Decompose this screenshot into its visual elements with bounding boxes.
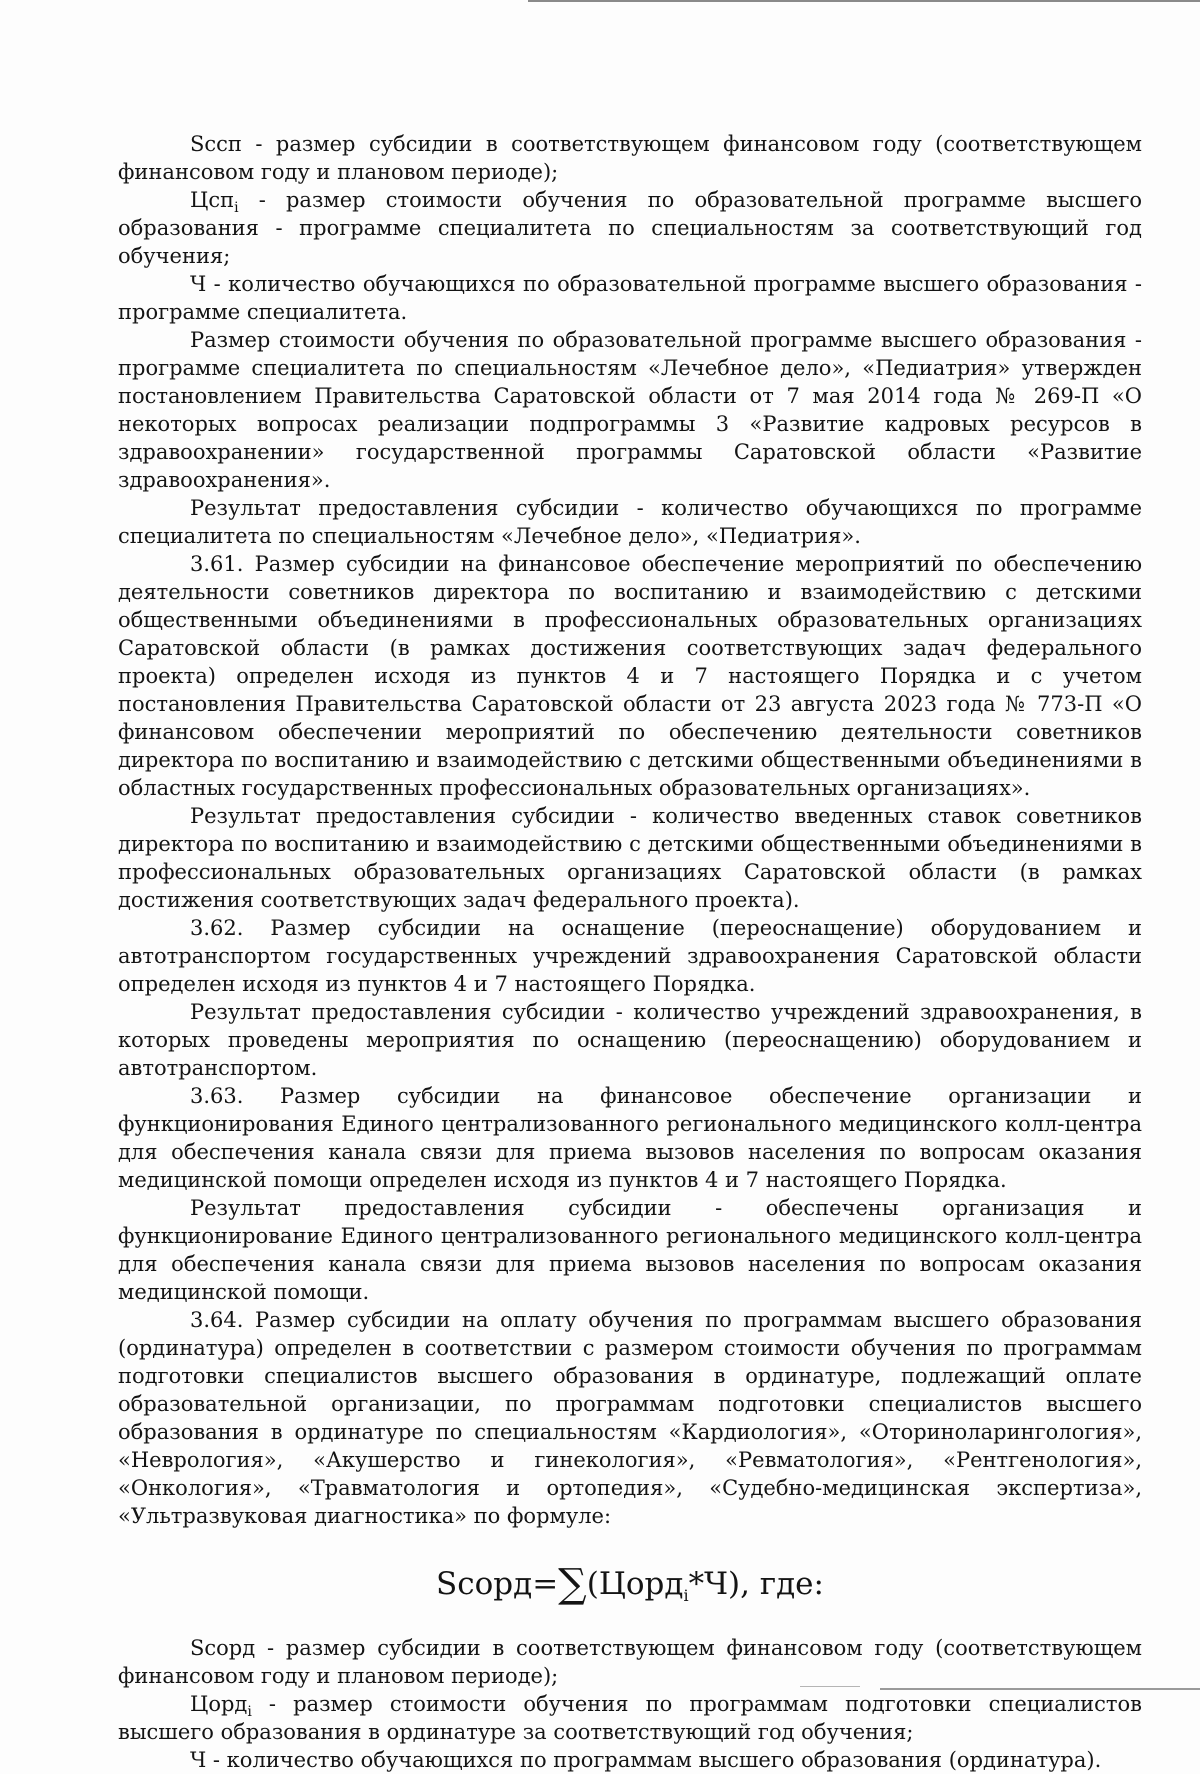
paragraph: Результат предоставления субсидии - обеспечены организация и функционирование Единого централизованного регионального медицинского колл-центра для обеспечения канала связи для приема вызовов населения по вопросам оказания медицинской помощи. <box>118 1196 1142 1304</box>
paragraph: Результат предоставления субсидии - количество учреждений здравоохранения, в которых проведены мероприятия по оснащению (переоснащению) оборудованием и автотранспортом. <box>118 1000 1142 1080</box>
subscript: i <box>234 200 239 217</box>
scan-edge-bottom <box>880 1688 1200 1690</box>
formula <box>118 1561 1142 1607</box>
paragraph: Ч - количество обучающихся по образовательной программе высшего образования - программе специалитета. <box>118 272 1142 324</box>
paragraph: Результат предоставления субсидии - количество введенных ставок советников директора по воспитанию и взаимодействию с детскими общественными объединениями в профессиональных образовательных организациях Саратовской области (в рамках достижения соответствующих задач федерального проекта). <box>118 804 1142 912</box>
formula-rest: *Ч), где: <box>688 1566 824 1602</box>
scan-mark <box>800 1686 860 1687</box>
paragraph: Ч - количество обучающихся по программам высшего образования (ординатура). <box>190 1748 1102 1772</box>
paragraph-section-3-62: 3.62. Размер субсидии на оснащение (переоснащение) оборудованием и автотранспортом государственных учреждений здравоохранения Саратовской области определен исходя из пунктов 4 и 7 настоящего Порядка. <box>118 916 1142 996</box>
paragraph: Цсп$_i$ - размер стоимости обучения по образовательной программе высшего образования - программе специалитета по специальностям за соответствующий год обучения; <box>118 188 1142 268</box>
paragraph-section-3-61: 3.61. Размер субсидии на финансовое обеспечение мероприятий по обеспечению деятельности советников директора по воспитанию и взаимодействию с детскими общественными объединениями в профессиональных образовательных организациях Саратовской области (в рамках достижения соответствующих задач федерального проекта) определен исходя из пунктов 4 и 7 настоящего Порядка и с учетом постановления Правительства Саратовской области от 23 августа 2023 года № 773-П «О финансовом обеспечении мероприятий по обеспечению деятельности советников директора по воспитанию и взаимодействию с детскими общественными объединениями в областных государственных профессиональных образовательных организациях». <box>118 552 1142 800</box>
paragraph: Sсcп - размер субсидии в соответствующем финансовом году (соответствующем финансовом году и плановом периоде); <box>118 132 1142 184</box>
scan-edge-top <box>528 0 1200 2</box>
subscript: i <box>247 1704 252 1721</box>
sum-symbol: ∑ <box>558 1561 587 1607</box>
formula-lhs: Sсорд= <box>436 1566 559 1602</box>
paragraph-section-3-64: 3.64. Размер субсидии на оплату обучения по программам высшего образования (ординатура) определен в соответствии с размером стоимости обучения по программам подготовки специалистов высшего образования в ординатуре, подлежащий оплате образовательной организации, по программам подготовки специалистов высшего образования в ординатуре по специальностям «Кардиология», «Оториноларингология», «Неврология», «Акушерство и гинекология», «Ревматология», «Рентгенология», «Онкология», «Травматология и ортопедия», «Судебно-медицинская экспертиза», «Ультразвуковая диагностика» по формуле: <box>118 1308 1142 1528</box>
document-page <box>118 130 1142 1774</box>
paragraph: Цорд$_i$ - размер стоимости обучения по программам подготовки специалистов высшего образования в ординатуре за соответствующий год обучения; <box>118 1692 1142 1744</box>
formula-subscript: i <box>683 1586 689 1606</box>
paragraph: Результат предоставления субсидии - количество обучающихся по программе специалитета по специальностям «Лечебное дело», «Педиатрия». <box>118 496 1142 548</box>
paragraph: Sсорд - размер субсидии в соответствующем финансовом году (соответствующем финансовом году и плановом периоде); <box>118 1636 1142 1688</box>
paragraph: Размер стоимости обучения по образовательной программе высшего образования - программе специалитета по специальностям «Лечебное дело», «Педиатрия» утвержден постановлением Правительства Саратовской области от 7 мая 2014 года № 269-П «О некоторых вопросах реализации подпрограммы 3 «Развитие кадровых ресурсов в здравоохранении» государственной программы Саратовской области «Развитие здравоохранения». <box>118 328 1142 492</box>
formula-term: (Цорд <box>586 1566 684 1602</box>
paragraph-section-3-63: 3.63. Размер субсидии на финансовое обеспечение организации и функционирования Единого централизованного регионального медицинского колл-центра для обеспечения канала связи для приема вызовов населения по вопросам оказания медицинской помощи определен исходя из пунктов 4 и 7 настоящего Порядка. <box>118 1084 1142 1192</box>
